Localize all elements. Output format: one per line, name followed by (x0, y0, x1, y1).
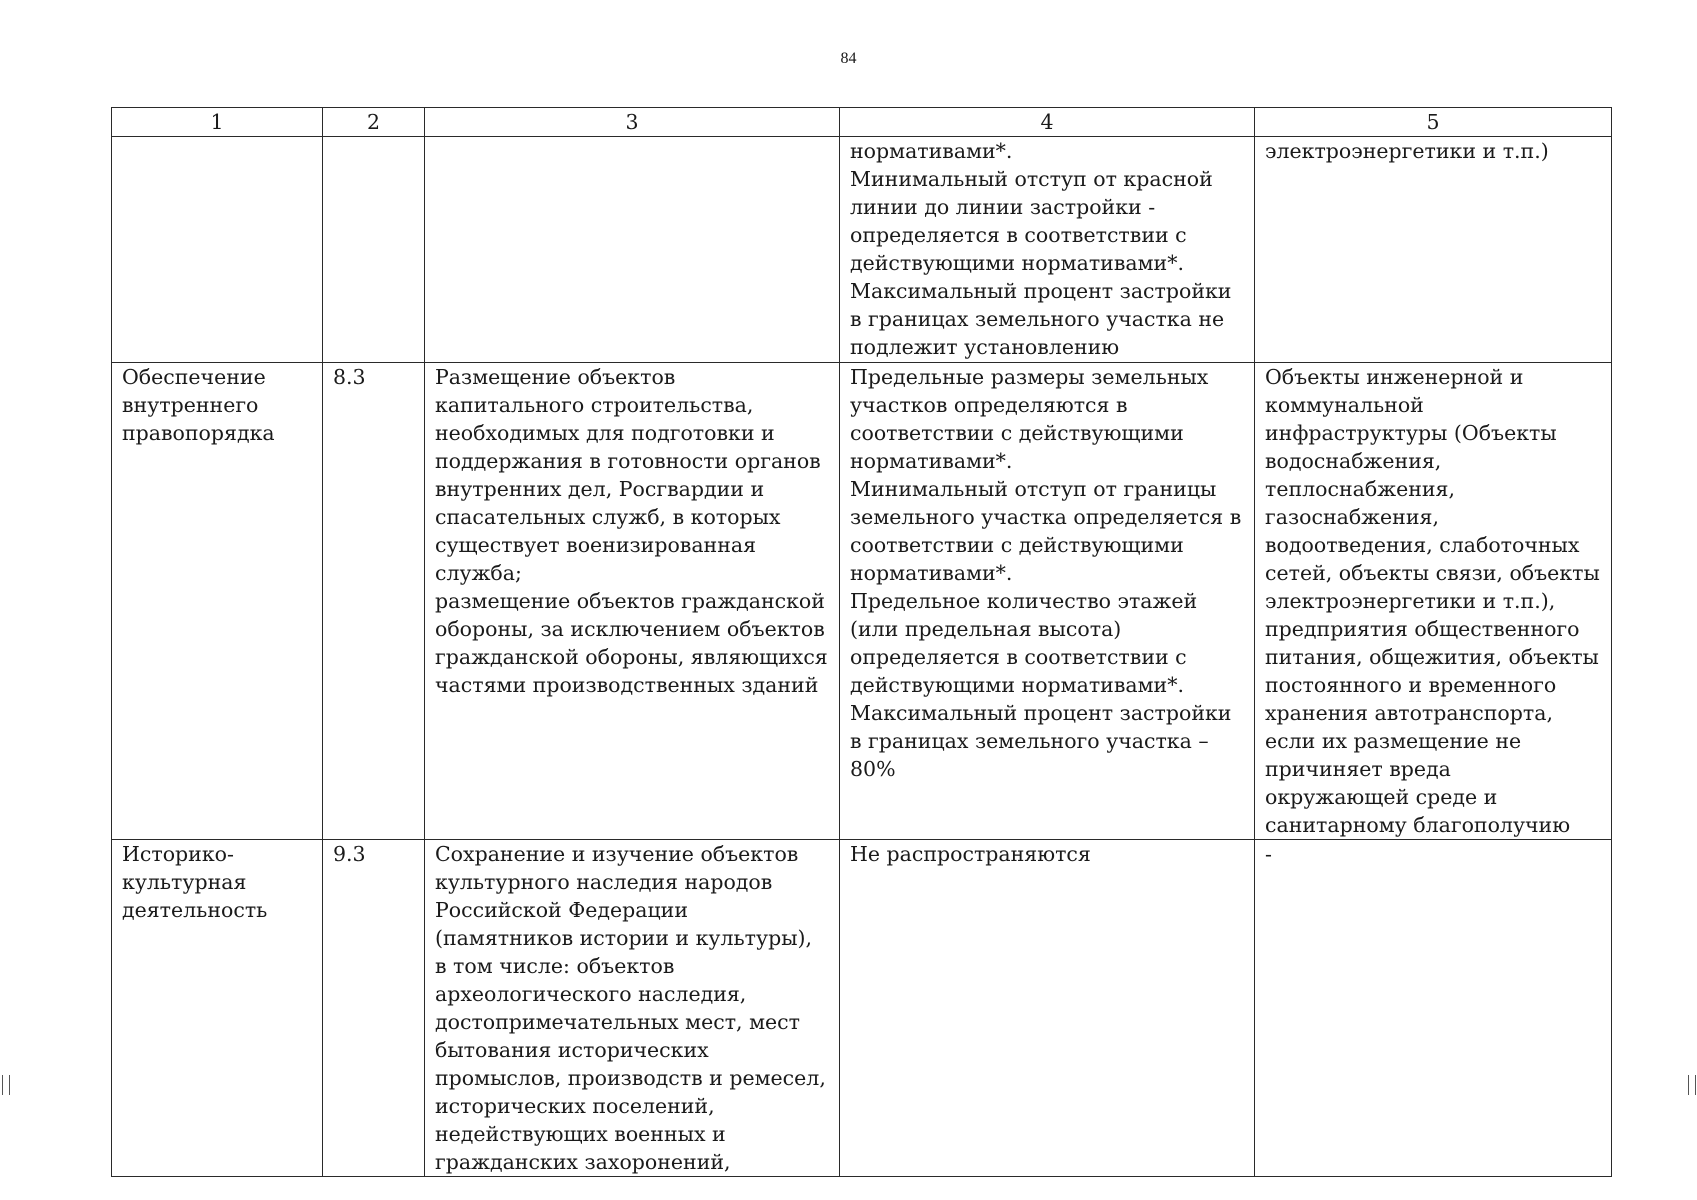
left-scan-mark (2, 1075, 10, 1095)
header-col-5: 5 (1255, 108, 1612, 137)
header-col-1: 1 (112, 108, 323, 137)
header-col-2: 2 (323, 108, 425, 137)
cell-auxiliary-uses: электроэнергетики и т.п.) (1255, 137, 1612, 363)
cell-code: 9.3 (323, 840, 425, 1177)
header-col-3: 3 (425, 108, 840, 137)
cell-parameters: Не распространяются (840, 840, 1255, 1177)
cell-parameters: Предельные размеры земельных участков определяются в соответствии с действующими нормативами*. Минимальный отступ от границы земельного участка определяется в соответствии с действующими нормативами*. Предельное количество этажей (или предельная высота) определяется в соответствии с действующими нормативами*. Максимальный процент застройки в границах земельного участка – 80% (840, 363, 1255, 840)
table-row (112, 840, 1612, 1177)
header-col-4: 4 (840, 108, 1255, 137)
table-row (112, 363, 1612, 840)
page-number: 84 (840, 50, 857, 67)
cell-description (425, 137, 840, 363)
cell-use-name: Историко-культурная деятельность (112, 840, 323, 1177)
table-row (112, 137, 1612, 363)
cell-code: 8.3 (323, 363, 425, 840)
table-header-row (112, 108, 1612, 137)
cell-description: Размещение объектов капитального строительства, необходимых для подготовки и поддержания в готовности органов внутренних дел, Росгвардии и спасательных служб, в которых существует военизированная служба; размещение объектов гражданской обороны, за исключением объектов гражданской обороны, являющихся частями производственных зданий (425, 363, 840, 840)
cell-code (323, 137, 425, 363)
cell-parameters: нормативами*. Минимальный отступ от красной линии до линии застройки - определяется в соответствии с действующими нормативами*. Максимальный процент застройки в границах земельного участка не подлежит установлению (840, 137, 1255, 363)
cell-auxiliary-uses: - (1255, 840, 1612, 1177)
cell-use-name: Обеспечение внутреннего правопорядка (112, 363, 323, 840)
cell-auxiliary-uses: Объекты инженерной и коммунальной инфраструктуры (Объекты водоснабжения, теплоснабжения, газоснабжения, водоотведения, слаботочных сетей, объекты связи, объекты электроэнергетики и т.п.), предприятия общественного питания, общежития, объекты постоянного и временного хранения автотранспорта, если их размещение не причиняет вреда окружающей среде и санитарному благополучию (1255, 363, 1612, 840)
cell-description: Сохранение и изучение объектов культурного наследия народов Российской Федерации (памятников истории и культуры), в том числе: объектов археологического наследия, достопримечательных мест, мест бытования исторических промыслов, производств и ремесел, исторических поселений, недействующих военных и гражданских захоронений, (425, 840, 840, 1177)
cell-use-name (112, 137, 323, 363)
zoning-table (111, 107, 1612, 1177)
right-scan-mark (1688, 1075, 1696, 1095)
